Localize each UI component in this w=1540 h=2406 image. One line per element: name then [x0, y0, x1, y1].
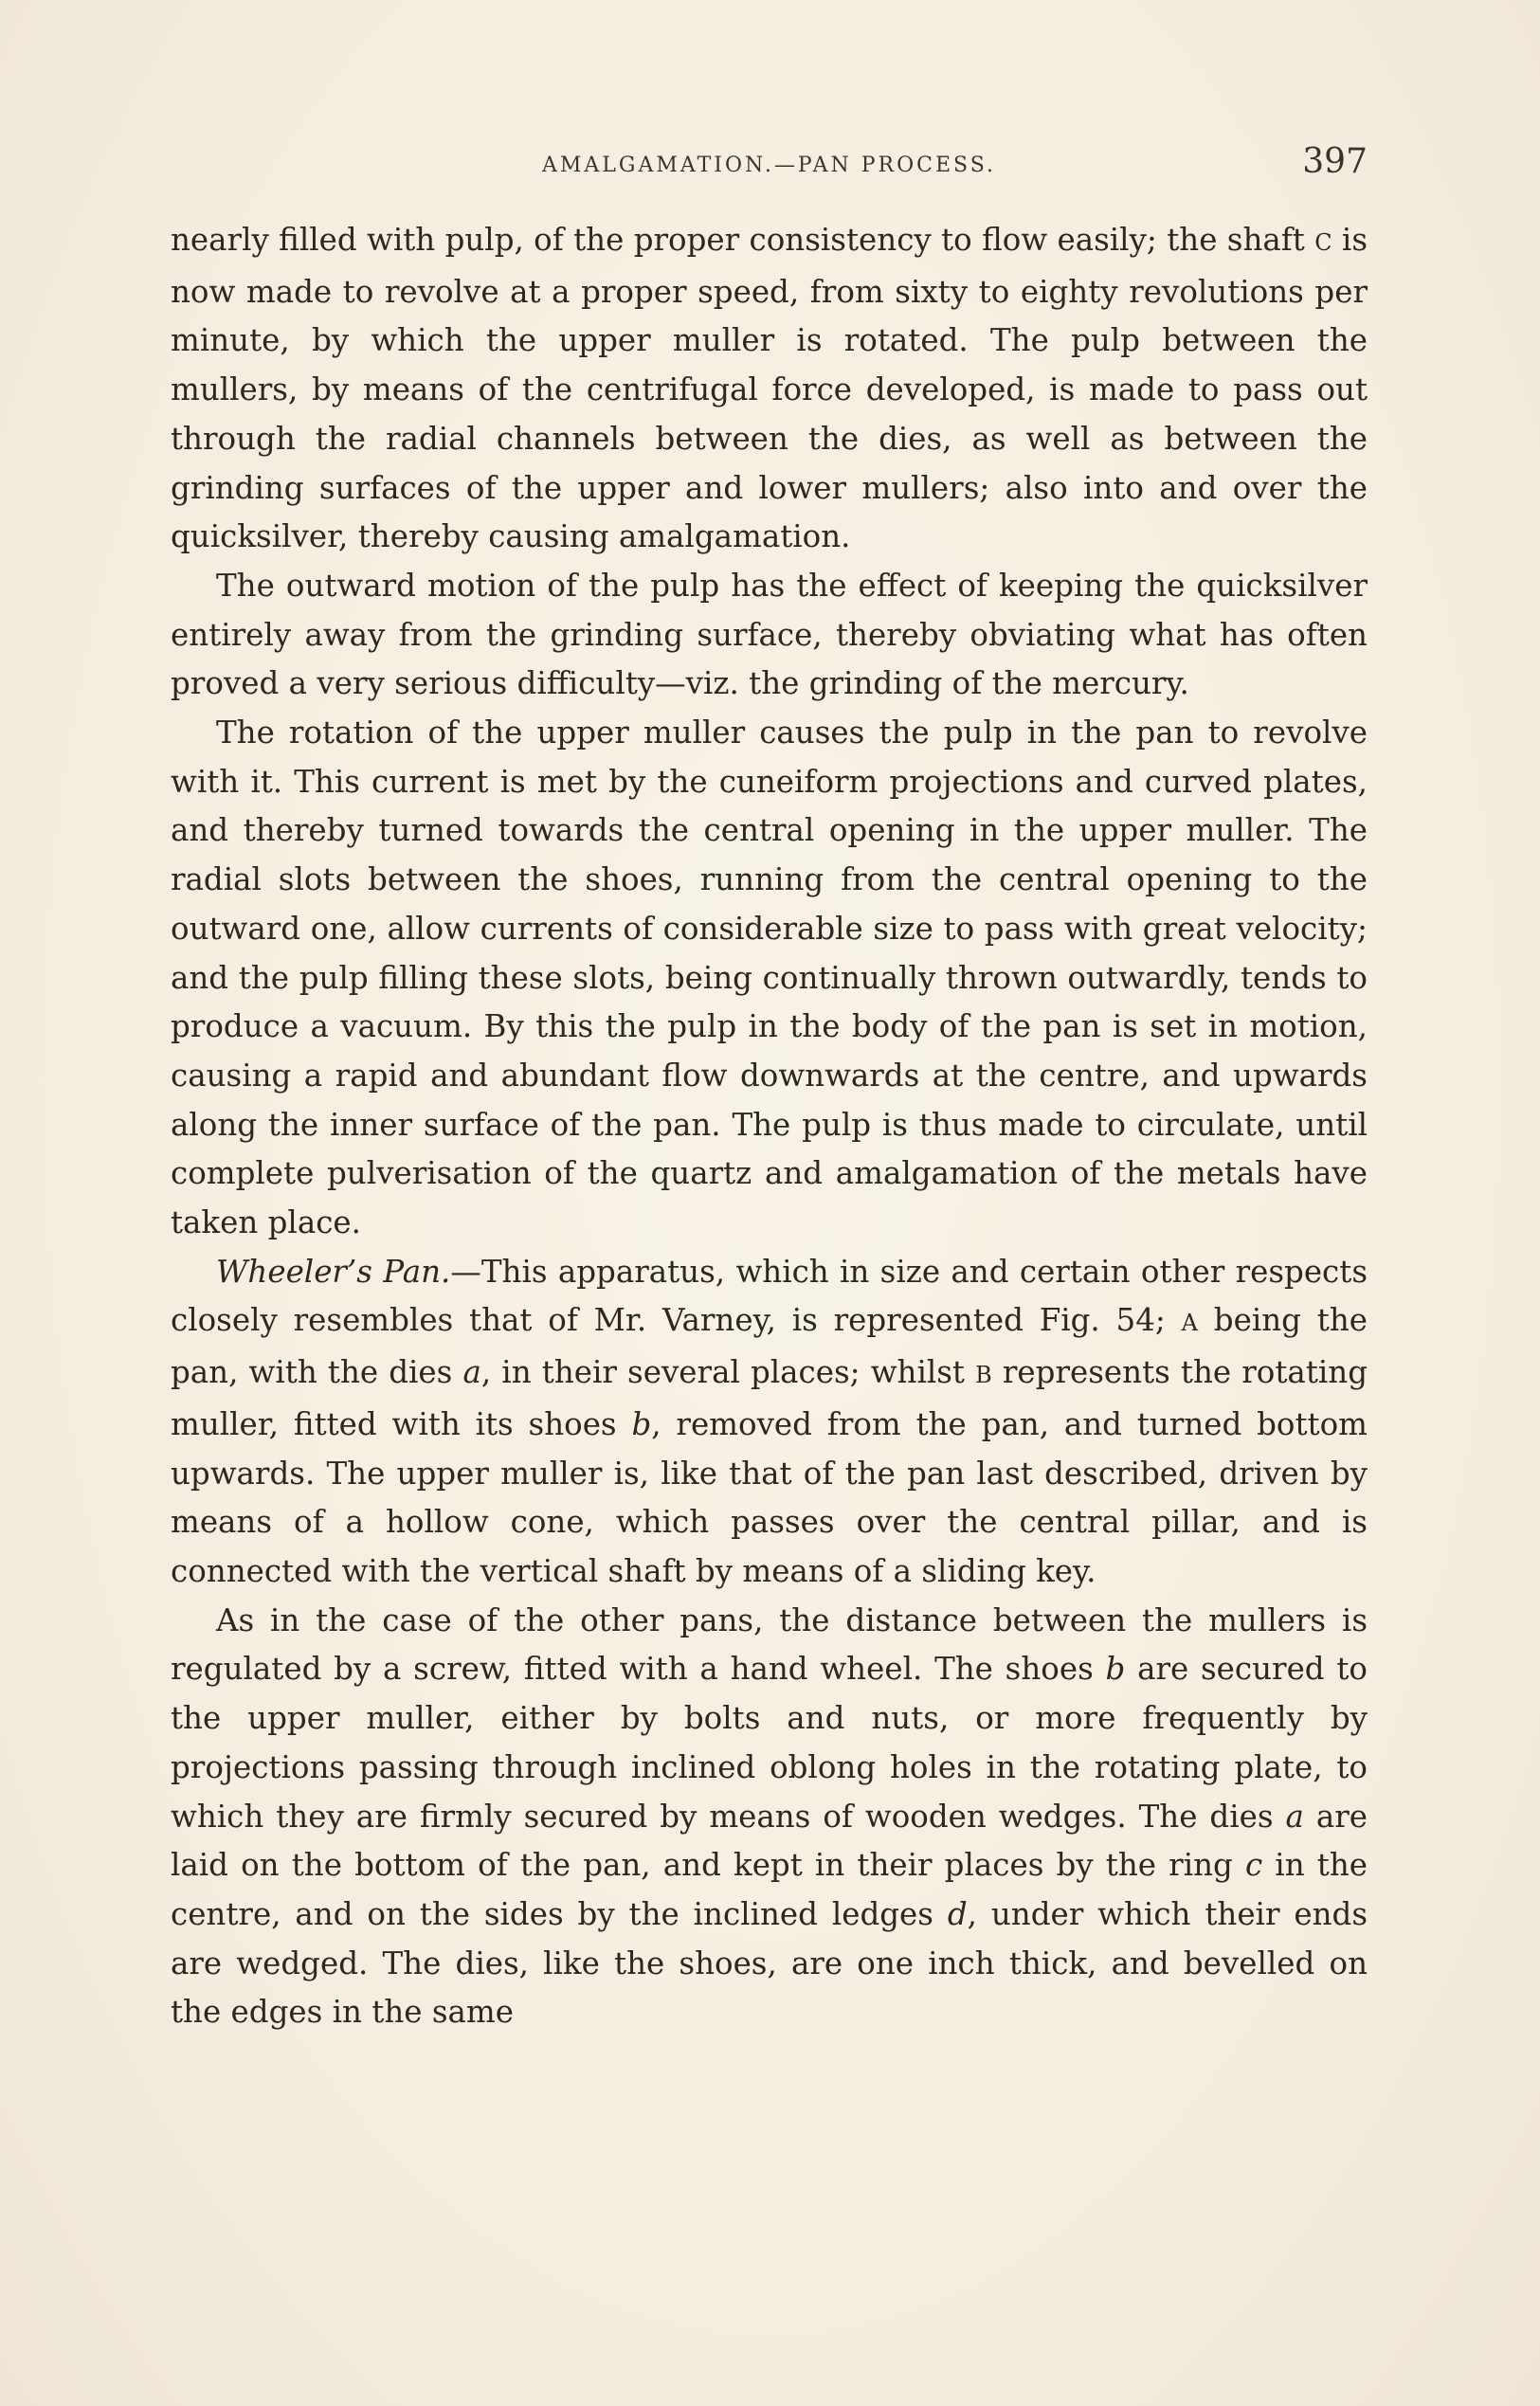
page-header — [171, 142, 1368, 190]
text-run: in the centre, and on the sides by the inclined ledges — [171, 1847, 1368, 1932]
small-caps-letter: A — [1181, 1310, 1199, 1337]
page-number: 397 — [1302, 142, 1368, 181]
italic-letter: c — [1244, 1847, 1263, 1884]
text-run: , in their several places; whilst — [480, 1354, 976, 1391]
text-run: represents the rotating muller, fitted with its shoes — [171, 1354, 1368, 1442]
text-run: , under which their ends are wedged. The dies, like the shoes, are one inch thick, and bevelled on the edges in the same — [171, 1895, 1368, 2031]
italic-letter: b — [1105, 1651, 1126, 1688]
text-run: are laid on the bottom of the pan, and kept in their places by the ring — [171, 1798, 1368, 1884]
section-title: Wheeler’s Pan. — [216, 1253, 451, 1290]
paragraph-2: The outward motion of the pulp has the effect of keeping the quicksilver entirely away from the grinding surface, thereby obviating what has often proved a very serious difficulty—viz. the grinding of the mercury. — [171, 567, 1368, 702]
text-run: —This apparatus, which in size and certain other respects closely resembles that of Mr. Varney, is represented Fig. 54; — [171, 1253, 1368, 1339]
paragraph-3: The rotation of the upper muller causes the pulp in the pan to revolve with it. This current is met by the cuneiform projections and curved plates, and thereby turned towards the central opening in the upper muller. The radial slots between the shoes, running from the central opening to the outward one, allow currents of considerable size to pass with great velocity; and the pulp filling these slots, being continually thrown outwardly, tends to produce a vacuum. By this the pulp in the body of the pan is set in motion, causing a rapid and abundant flow downwards at the centre, and upwards along the inner surface of the pan. The pulp is thus made to circulate, until complete pulverisation of the quartz and amalgamation of the metals have taken place. — [171, 715, 1368, 1241]
text-run: being the pan, with the dies — [171, 1302, 1368, 1391]
text-run: As in the case of the other pans, the distance between the mullers is regulated by a screw, fitted with a hand wheel. The shoes — [171, 1601, 1368, 1688]
text-run: , removed from the pan, and turned bottom upwards. The upper muller is, like that of the pan last described, driven by means of a hollow cone, which passes over the central pillar, and is connected with the vertical shaft by means of a sliding key. — [171, 1405, 1368, 1589]
paragraph-4 — [171, 1248, 1368, 1597]
italic-letter: d — [947, 1895, 968, 1932]
italic-letter: b — [631, 1405, 652, 1442]
small-caps-letter: C — [1314, 229, 1332, 256]
italic-letter: a — [1285, 1798, 1304, 1835]
text-run: are secured to the upper muller, either by bolts and nuts, or more frequently by projections passing through inclined oblong holes in the rotating plate, to which they are firmly secured by means of wooden wedges. The dies — [171, 1651, 1368, 1835]
running-head: AMALGAMATION.—PAN PROCESS. — [542, 154, 996, 177]
italic-letter: a — [462, 1354, 481, 1391]
body-text — [171, 216, 1368, 2037]
paragraph-1 — [171, 216, 1368, 562]
text-run: is now made to revolve at a proper speed, from sixty to eighty revolutions per minute, by which the upper muller is rotated. The pulp between the mullers, by means of the centrifugal force developed, is made to pass out through the radial channels between the dies, as well as between the grinding surfaces of the upper and lower mullers; also into and over the quicksilver, thereby causing amalgamation. — [171, 222, 1368, 555]
text-run: nearly filled with pulp, of the proper consistency to flow easily; the shaft — [171, 222, 1315, 258]
small-caps-letter: B — [975, 1362, 992, 1389]
paragraph-5 — [171, 1597, 1368, 2037]
